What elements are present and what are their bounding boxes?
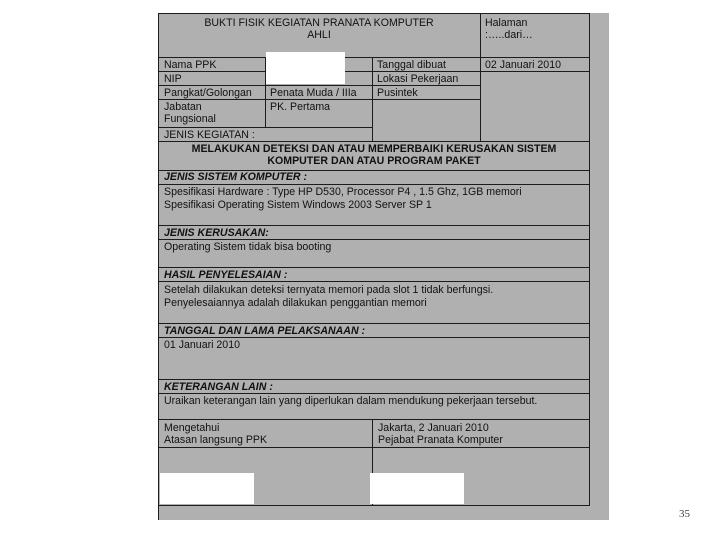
- row-line: [158, 393, 590, 394]
- redacted-signature-right: [370, 473, 464, 504]
- signature-right-role: Pejabat Pranata Komputer: [378, 434, 503, 446]
- notes-label: KETERANGAN LAIN :: [164, 381, 273, 393]
- notes-value: Uraikan keterangan lain yang diperlukan dalam mendukung pekerjaan tersebut.: [164, 395, 538, 407]
- row-line: [158, 127, 373, 128]
- form-title: BUKTI FISIK KEGIATAN PRANATA KOMPUTER: [204, 17, 434, 29]
- rank-label: Pangkat/Golongan: [164, 87, 252, 99]
- position-label-line2: Fungsional: [164, 113, 216, 125]
- form-border-right: [589, 13, 590, 506]
- signature-left-role: Atasan langsung PPK: [164, 434, 268, 446]
- row-line: [158, 225, 590, 226]
- form-border-top: [158, 13, 590, 14]
- row-line: [158, 419, 590, 420]
- activity-title: MELAKUKAN DETEKSI DAN ATAU MEMPERBAIKI KERUSAKAN SISTEM: [191, 143, 557, 155]
- date-label: Tanggal dibuat: [377, 59, 446, 71]
- redacted-signature-left: [160, 473, 254, 504]
- scanned-form: [158, 13, 609, 520]
- row-line: [158, 447, 590, 448]
- row-line: [158, 379, 590, 380]
- result-label: HASIL PENYELESAIAN :: [164, 269, 288, 281]
- page-value: :…..dari…: [485, 29, 533, 41]
- signature-left-title: Mengetahui: [164, 422, 220, 434]
- name-label: Nama PPK: [164, 59, 217, 71]
- rank-value: Penata Muda / IIIa: [270, 87, 357, 99]
- damage-value: Operating Sistem tidak bisa booting: [164, 241, 332, 253]
- form-title-line2: AHLI: [307, 29, 331, 41]
- result-line1: Setelah dilakukan deteksi ternyata memori pada slot 1 tidak berfungsi.: [164, 284, 494, 296]
- form-border-bottom: [158, 505, 590, 506]
- row-line: [158, 337, 590, 338]
- page-label: Halaman: [485, 17, 528, 29]
- os-spec: Spesifikasi Operating Sistem Windows 2003 Server SP 1: [164, 199, 432, 211]
- damage-label: JENIS KERUSAKAN:: [164, 227, 269, 239]
- row-line: [158, 141, 590, 142]
- row-line: [158, 281, 590, 282]
- position-label: Jabatan: [164, 101, 202, 113]
- redacted-name-block: [266, 52, 345, 84]
- location-label: Lokasi Pekerjaan: [377, 73, 459, 85]
- result-line2: Penyelesaiannya adalah dilakukan penggantian memori: [164, 297, 427, 309]
- header-divider: [480, 13, 481, 141]
- signature-right-place-date: Jakarta, 2 Januari 2010: [378, 422, 489, 434]
- row-line: [158, 85, 481, 86]
- location-value: Pusintek: [377, 87, 418, 99]
- row-line: [158, 71, 590, 72]
- date-value: 02 Januari 2010: [485, 59, 561, 71]
- row-line: [158, 57, 590, 58]
- position-value: PK. Pertama: [270, 101, 331, 113]
- activity-label: JENIS KEGIATAN :: [164, 129, 255, 141]
- row-line: [158, 99, 481, 100]
- page-number: 35: [679, 508, 690, 520]
- row-line: [158, 184, 590, 185]
- row-line: [158, 239, 590, 240]
- system-label: JENIS SISTEM KOMPUTER :: [164, 171, 308, 183]
- row-line: [158, 267, 590, 268]
- nip-label: NIP: [164, 73, 182, 85]
- hardware-spec: Spesifikasi Hardware : Type HP D530, Processor P4 , 1.5 Ghz, 1GB memori: [164, 186, 522, 198]
- duration-value: 01 Januari 2010: [164, 339, 240, 351]
- row-line: [158, 323, 590, 324]
- activity-title-line2: KOMPUTER DAN ATAU PROGRAM PAKET: [267, 155, 481, 167]
- duration-label: TANGGAL DAN LAMA PELAKSANAAN :: [164, 325, 366, 337]
